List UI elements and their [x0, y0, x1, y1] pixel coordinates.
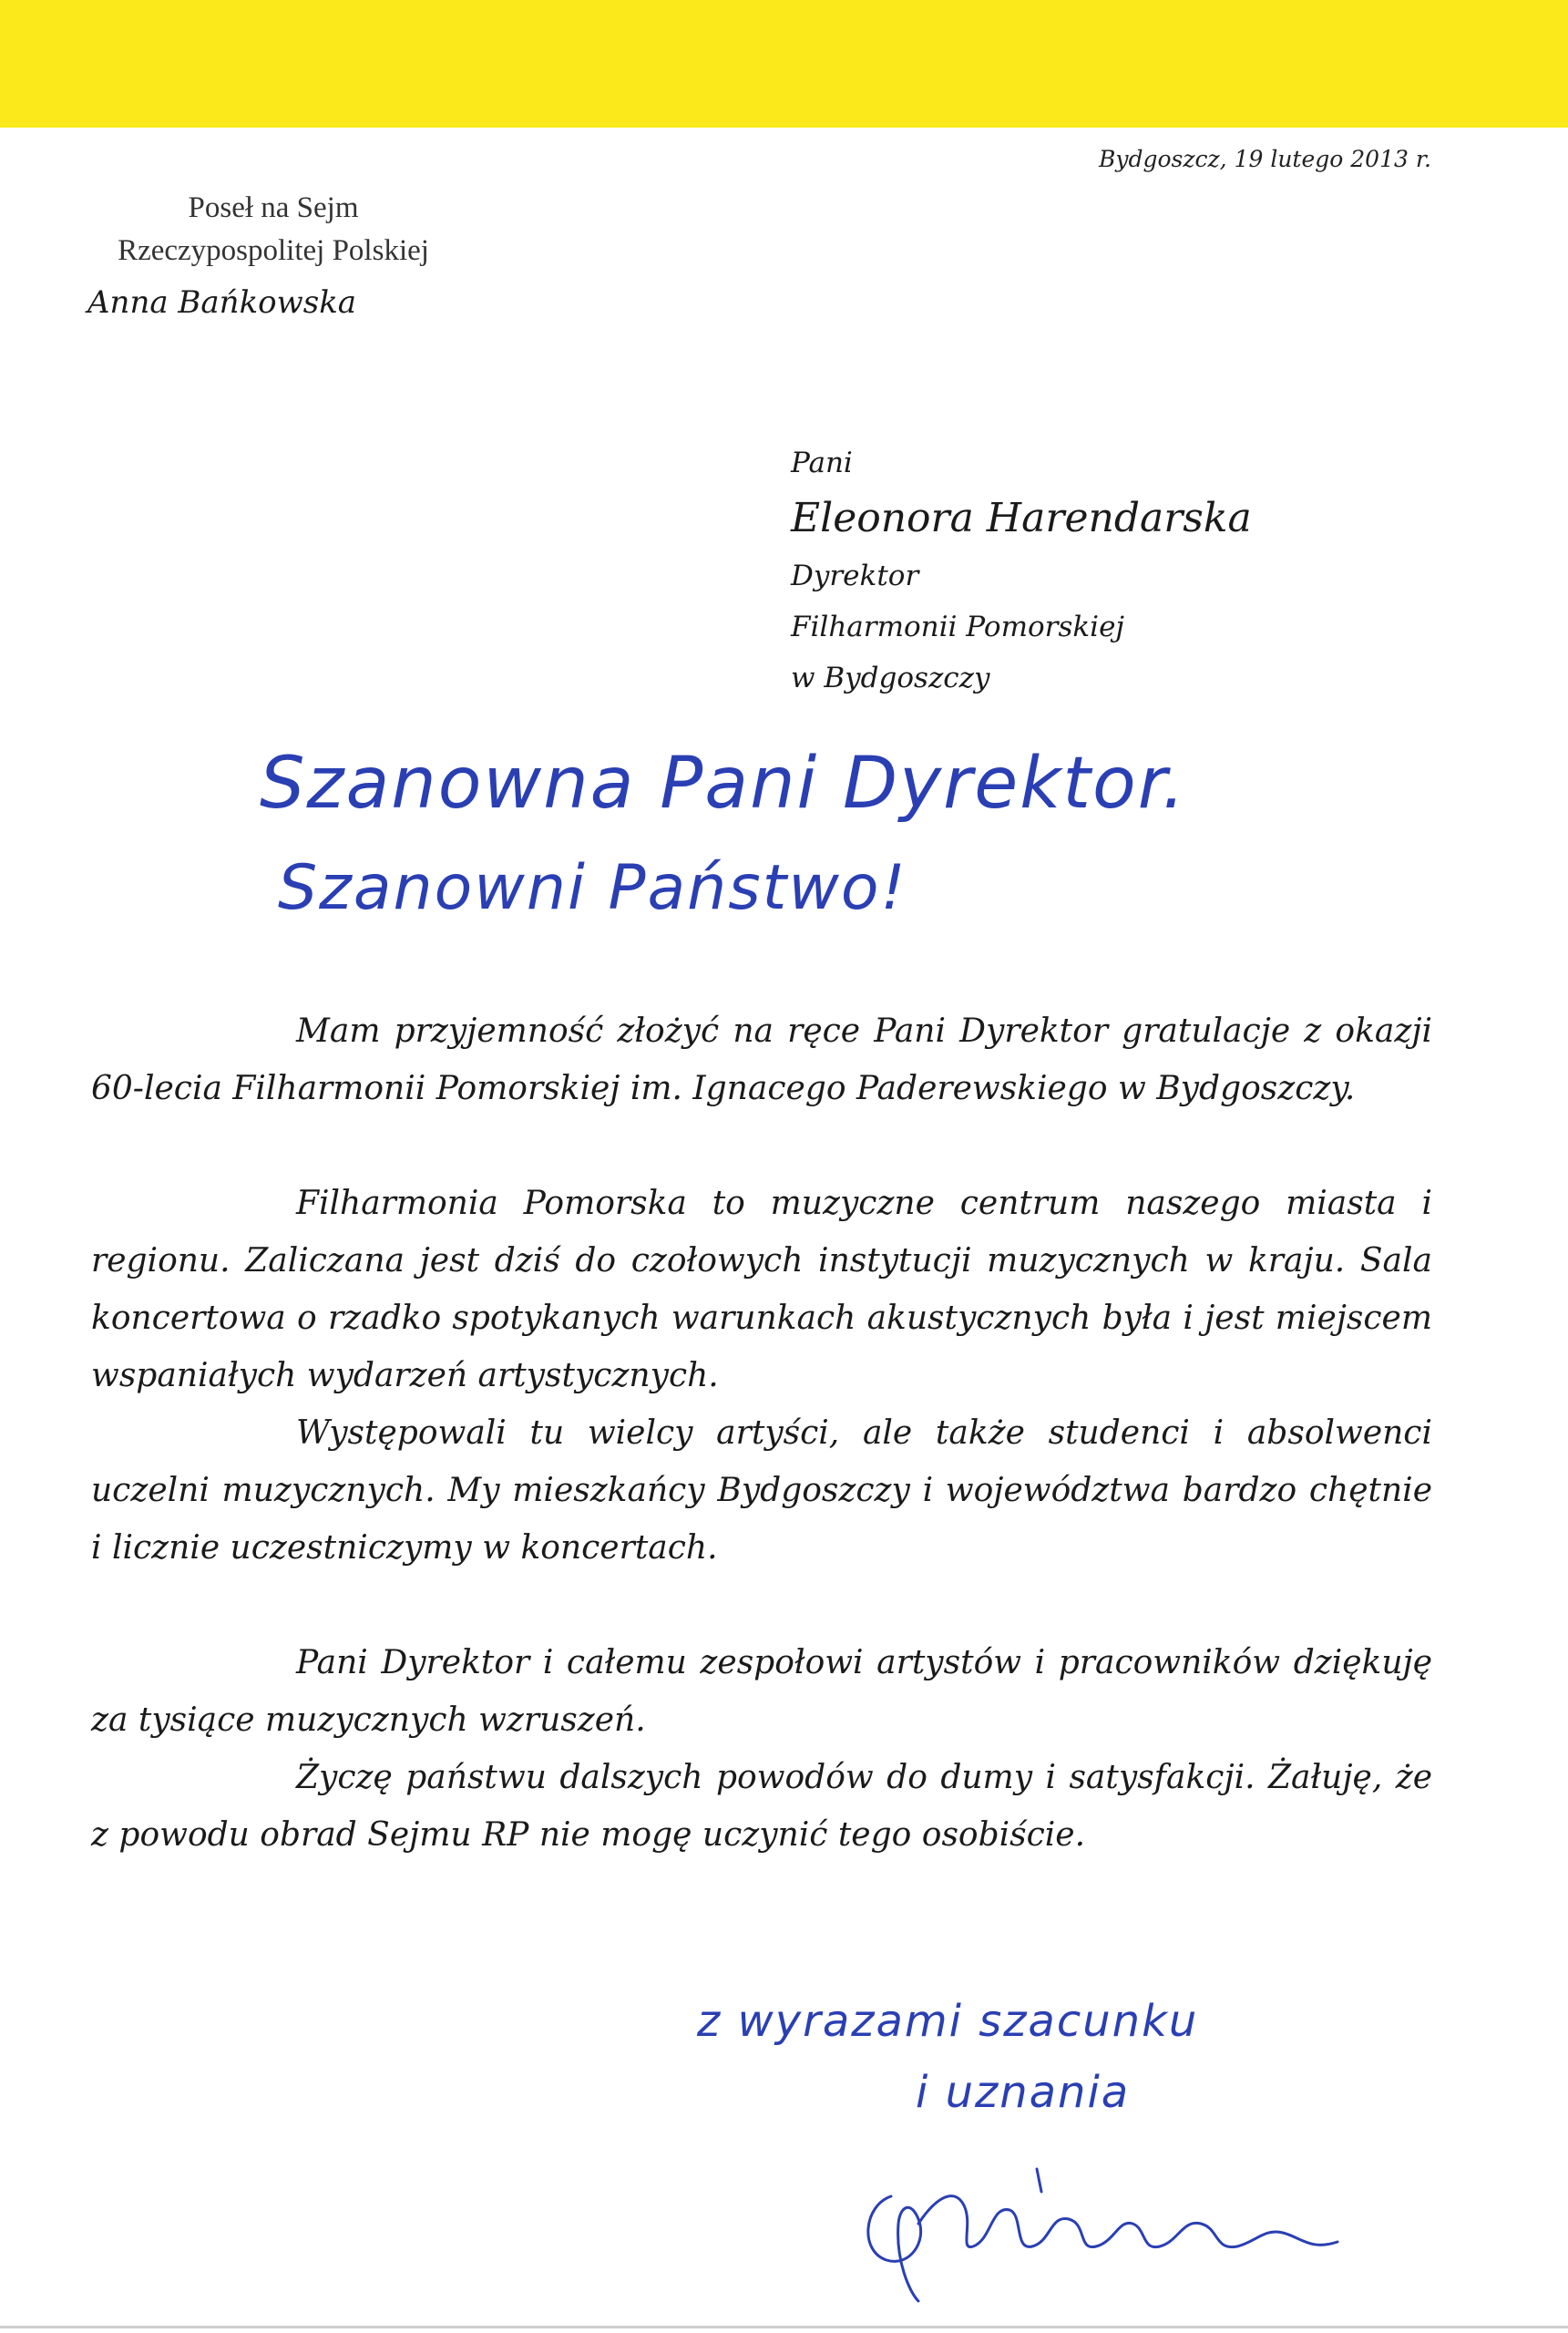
sender-title-line1: Poseł na Sejm: [188, 191, 359, 224]
sender-name: Anna Bańkowska: [87, 284, 357, 321]
sender-block: [0, 187, 547, 272]
recipient-institution: Filharmonii Pomorskiej: [791, 611, 1125, 643]
body-paragraph-3: Występowali tu wielcy artyści, ale także studenci i absolwenci uczelni muzycznych. My mieszkańcy Bydgoszczy i województwa bardzo chętnie i licznie uczestniczymy w koncertach.: [91, 1414, 1432, 1567]
sender-title-line2: Rzeczypospolitej Polskiej: [118, 234, 429, 267]
recipient-title: Dyrektor: [791, 560, 919, 592]
handwritten-closing-line2: i uznania: [916, 2067, 1131, 2118]
recipient-city: w Bydgoszczy: [791, 662, 990, 694]
body-paragraph-5: Życzę państwu dalszych powodów do dumy i satysfakcji. Żałuję, że z powodu obrad Sejmu RP nie mogę uczynić tego osobiście.: [91, 1759, 1432, 1854]
handwritten-signature: [855, 2133, 1365, 2315]
letter-date: Bydgoszcz, 19 lutego 2013 r.: [1098, 146, 1431, 172]
handwritten-salutation-line2: Szanowni Państwo!: [278, 852, 907, 924]
recipient-block: [791, 437, 1252, 704]
body-paragraph-1: Mam przyjemność złożyć na ręce Pani Dyrektor gratulacje z okazji 60-lecia Filharmonii Pomorskiej im. Ignacego Paderewskiego w Bydgoszczy.: [91, 1012, 1432, 1107]
handwritten-salutation-line1: Szanowna Pani Dyrektor.: [260, 743, 1187, 825]
body-paragraph-4: Pani Dyrektor i całemu zespołowi artystów i pracowników dziękuję za tysiące muzycznych wzruszeń.: [91, 1644, 1432, 1739]
yellow-header-band: [0, 0, 1568, 128]
recipient-salutation: Pani: [791, 447, 853, 479]
recipient-name: Eleonora Harendarska: [791, 495, 1252, 541]
letter-body: [91, 1002, 1432, 1864]
handwritten-closing-line1: z wyrazami szacunku: [697, 1996, 1199, 2047]
body-paragraph-2: Filharmonia Pomorska to muzyczne centrum naszego miasta i regionu. Zaliczana jest dziś do czołowych instytucji muzycznych w kraju. Sala koncertowa o rzadko spotykanych warunkach akustycznych była i jest miejscem wspaniałych wydarzeń artystycznych.: [91, 1185, 1432, 1394]
bottom-divider: [0, 2326, 1568, 2328]
